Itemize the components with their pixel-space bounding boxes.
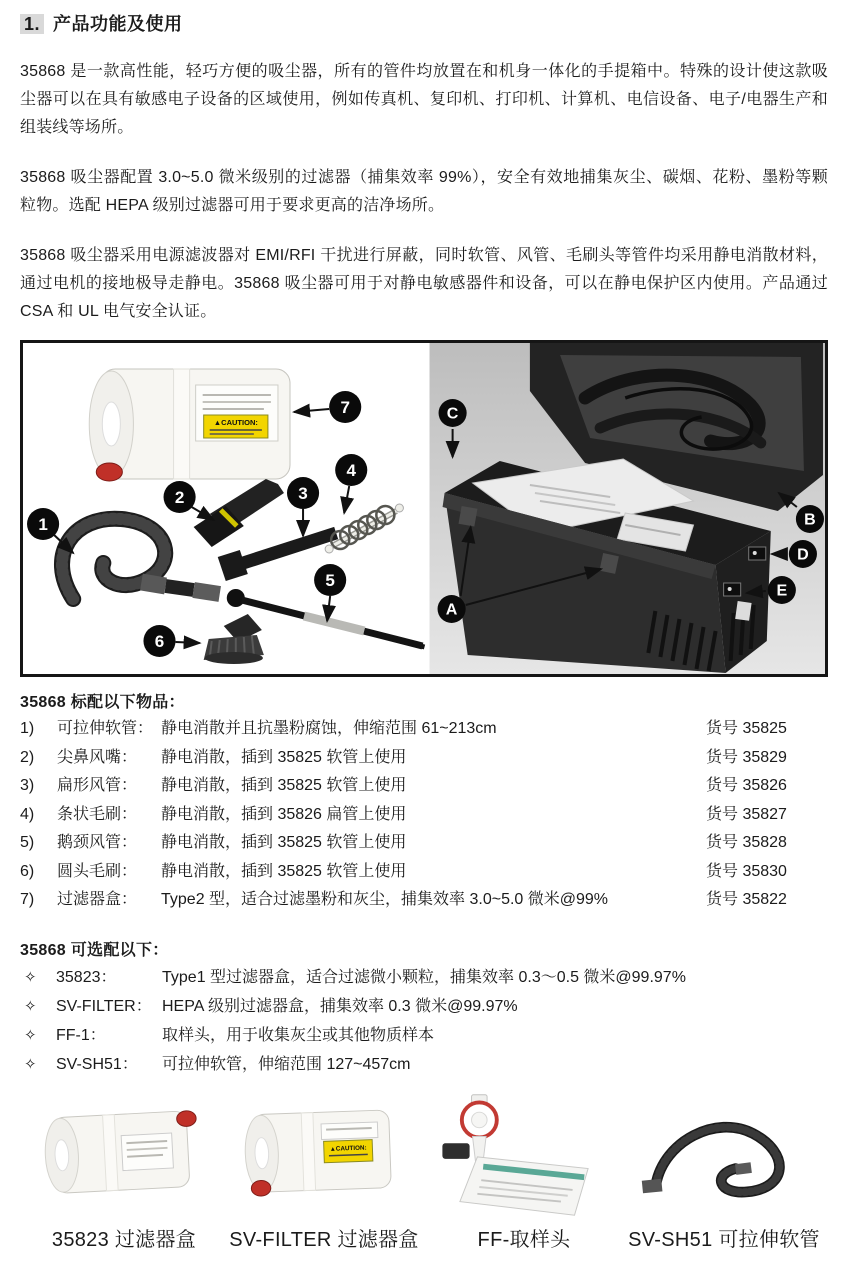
item-number: 6): [20, 862, 35, 880]
item-name: SV-FILTER：: [56, 997, 152, 1015]
item-name: 鹅颈风管：: [57, 834, 138, 851]
svg-text:D: D: [797, 545, 809, 564]
list-item: [20, 744, 828, 773]
item-number: 7): [20, 891, 35, 908]
diamond-bullet-icon: ✧: [24, 1026, 37, 1044]
svg-text:B: B: [804, 510, 816, 529]
callout-3: [287, 477, 319, 536]
optional-products-figure: [20, 1085, 828, 1252]
item-desc: HEPA 级别过滤器盒，捕集效率 0.3 微米@99.97%: [162, 997, 518, 1015]
item-number: 2): [20, 748, 35, 766]
callout-1: [27, 508, 73, 553]
callout-7: [294, 391, 361, 423]
svg-text:3: 3: [298, 483, 308, 503]
svg-text:1: 1: [38, 514, 48, 534]
product-figure: [20, 340, 828, 677]
product-caption: FF-取样头: [477, 1228, 571, 1251]
list-item: [20, 829, 828, 858]
hose-1: [62, 519, 220, 599]
svg-text:5: 5: [325, 570, 335, 590]
red-cap: [251, 1180, 271, 1196]
item-part-number: 货号 35825: [706, 720, 787, 737]
standard-items-heading: 35868 标配以下物品：: [20, 694, 185, 711]
svg-text:E: E: [776, 581, 788, 600]
svg-text:4: 4: [346, 460, 356, 480]
product-caption: 35823 过滤器盒: [51, 1228, 197, 1251]
diamond-bullet-icon: ✧: [24, 997, 37, 1015]
item-desc: Type2 型，适合过滤墨粉和灰尘，捕集效率 3.0~5.0 微米@99%: [161, 891, 609, 908]
caution-text: ▲CAUTION:: [329, 1144, 367, 1153]
list-item: [20, 886, 828, 915]
aux-switch: [724, 583, 741, 596]
standard-items-list: [20, 715, 828, 915]
item-desc: 可拉伸软管，伸缩范围 127~457cm: [162, 1055, 411, 1073]
item-desc: 静电消散，插到 35825 软管上使用: [161, 748, 407, 766]
diamond-bullet-icon: ✧: [24, 968, 37, 986]
stretch-hose-image: [624, 1085, 824, 1221]
diamond-bullet-icon: ✧: [24, 1055, 37, 1073]
item-name: FF-1：: [56, 1026, 106, 1044]
paragraph-filter: 35868 吸尘器配置 3.0~5.0 微米级别的过滤器（捕集效率 99%），安全有效地捕集灰尘、碳烟、花粉、墨粉等颗粒物。选配 HEPA 级别过滤器可用于要求更高的洁净场所。: [20, 169, 828, 214]
svg-text:2: 2: [174, 487, 185, 507]
section-heading: [20, 12, 828, 36]
product-figure-svg: [23, 343, 825, 674]
page-content: [0, 12, 849, 1252]
list-item: [20, 992, 828, 1021]
list-item: [20, 1021, 828, 1050]
item-desc: 静电消散，插到 35825 软管上使用: [161, 777, 407, 794]
item-part-number: 货号 35830: [706, 862, 787, 880]
callout-6: [143, 625, 199, 657]
svg-text:A: A: [445, 600, 458, 619]
side-sticker: [735, 601, 751, 621]
item-desc: 静电消散，插到 35825 软管上使用: [161, 834, 407, 851]
filter-sv-image: [224, 1085, 424, 1221]
latch-left: [459, 506, 478, 527]
list-item: [20, 963, 828, 992]
sampling-head-image: [424, 1085, 624, 1221]
item-name: 扁形风管：: [57, 777, 138, 794]
section-title: 产品功能及使用: [53, 14, 183, 34]
item-name: 尖鼻风嘴：: [57, 748, 138, 766]
svg-text:7: 7: [340, 397, 350, 417]
list-item: [20, 715, 828, 744]
item-name: 圆头毛刷：: [57, 862, 138, 880]
svg-text:C: C: [446, 404, 459, 423]
section-number: 1.: [20, 14, 44, 34]
item-number: 4): [20, 805, 35, 823]
product-cell-ff: [424, 1085, 624, 1252]
item-number: 5): [20, 834, 35, 851]
product-cell-35823: [24, 1085, 224, 1252]
item-desc: Type1 型过滤器盒，适合过滤微小颗粒，捕集效率 0.3～0.5 微米@99.97%: [162, 968, 686, 986]
filter-35823-image: [24, 1085, 224, 1221]
spiral-brush-4: [325, 504, 403, 553]
item-name: 35823：: [56, 968, 117, 986]
optional-items-list: [20, 963, 828, 1079]
list-item: [20, 801, 828, 830]
nozzle-2: [194, 479, 284, 547]
round-brush-6: [204, 614, 264, 664]
item-desc: 取样头，用于收集灰尘或其他物质样本: [162, 1026, 435, 1044]
power-switch: [749, 547, 766, 560]
item-name: SV-SH51：: [56, 1055, 138, 1073]
callout-4: [335, 454, 367, 513]
product-caption: SV-SH51 可拉伸软管: [628, 1228, 820, 1251]
item-part-number: 货号 35826: [706, 777, 787, 794]
item-desc: 静电消散，插到 35826 扁管上使用: [161, 805, 407, 823]
product-caption: SV-FILTER 过滤器盒: [229, 1228, 419, 1251]
red-cap: [96, 463, 122, 481]
item-name: 可拉伸软管：: [57, 720, 154, 737]
item-name: 条状毛刷：: [57, 805, 138, 823]
item-name: 过滤器盒：: [57, 891, 138, 908]
item-number: 1): [20, 720, 35, 737]
filter-cartridge-7: [89, 369, 290, 481]
item-desc: 静电消散，插到 35825 软管上使用: [161, 862, 407, 880]
paragraph-esd: 35868 吸尘器采用电源滤波器对 EMI/RFI 干扰进行屏蔽，同时软管、风管、毛刷头等管件均采用静电消散材料，通过电机的接地极导走静电。35868 吸尘器可用于对静电敏感器件和设备，可以在静电保护区内使用。产品通过 CSA 和 UL 电气安全认证。: [20, 247, 828, 320]
item-part-number: 货号 35822: [706, 891, 787, 908]
product-cell-sv-filter: [224, 1085, 424, 1252]
svg-text:6: 6: [154, 631, 165, 651]
item-number: 3): [20, 777, 35, 794]
red-cap: [176, 1110, 196, 1127]
item-desc: 静电消散并且抗墨粉腐蚀，伸缩范围 61~213cm: [161, 720, 497, 737]
caution-text: ▲CAUTION:: [213, 418, 258, 427]
paragraph-intro: 35868 是一款高性能，轻巧方便的吸尘器，所有的管件均放置在和机身一体化的手提箱中。特殊的设计使这款吸尘器可以在具有敏感电子设备的区域使用，例如传真机、复印机、打印机、计算机、电信设备、电子/电器生产和组装线等场所。: [20, 63, 828, 136]
item-part-number: 货号 35828: [706, 834, 787, 851]
callout-5: [314, 564, 346, 621]
callout-2: [164, 481, 214, 520]
list-item: [20, 772, 828, 801]
sample-pouch: [460, 1156, 588, 1214]
item-part-number: 货号 35827: [706, 805, 787, 823]
list-item: [20, 1050, 828, 1079]
product-cell-sv-sh51: [624, 1085, 824, 1252]
list-item: [20, 858, 828, 887]
optional-items-heading: 35868 可选配以下：: [20, 941, 169, 959]
item-part-number: 货号 35829: [706, 748, 787, 766]
